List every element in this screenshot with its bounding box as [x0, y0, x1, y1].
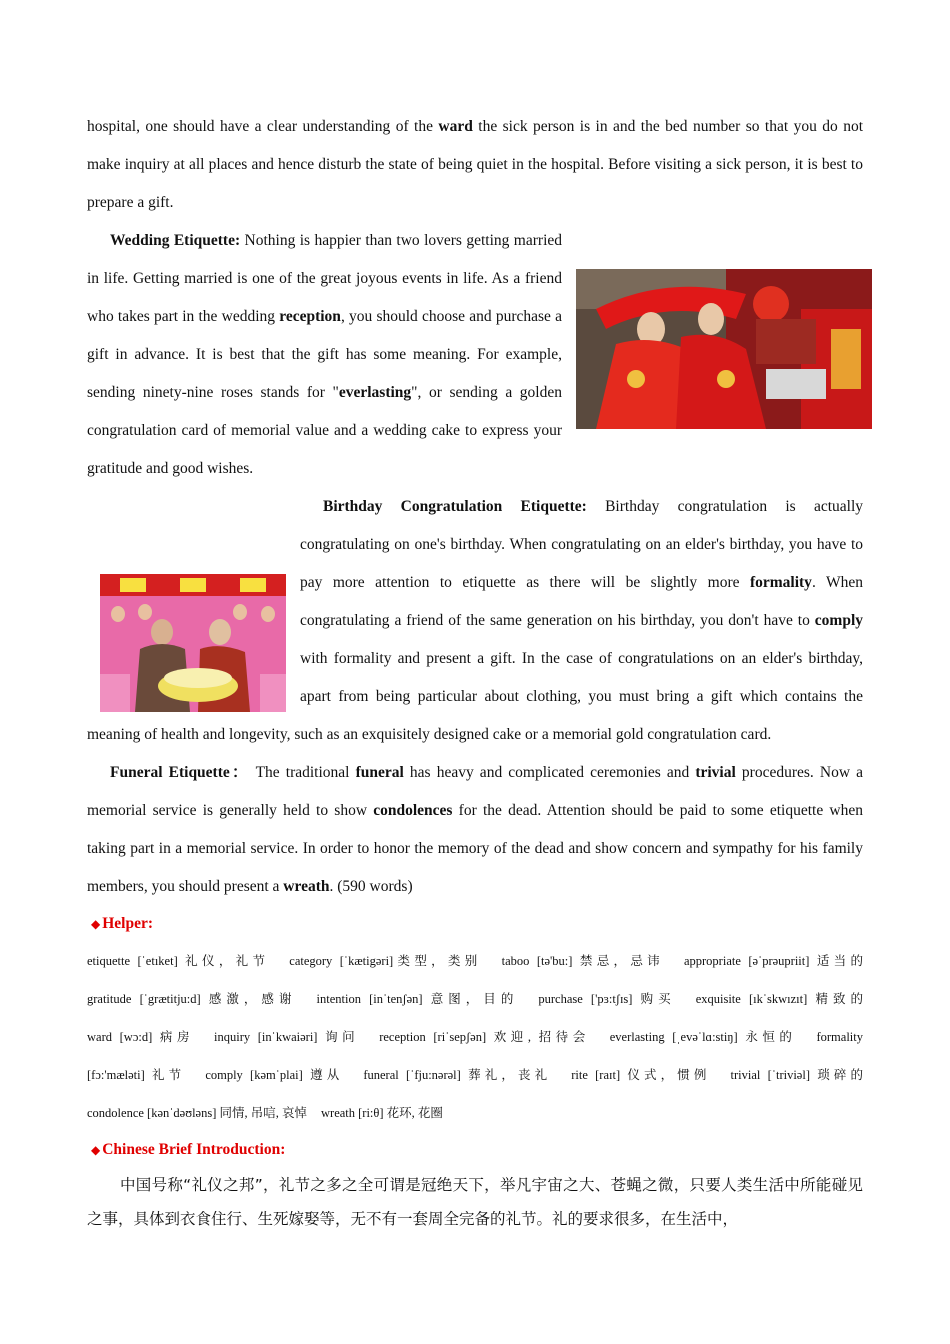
helper-vocab-list	[87, 942, 863, 1132]
vocab-line: ward [wɔ:d] 病房 inquiry [inˈkwaiəri] 询问 reception [riˈsepʃən] 欢迎, 招待会 everlasting [ˌevəˈlɑ:stiŋ] 永恒的 formality	[87, 1030, 863, 1044]
heading-birthday: Birthday Congratulation Etiquette:	[323, 498, 587, 515]
keyword-reception: reception	[279, 308, 341, 325]
paragraph-wedding: Wedding Etiquette: Nothing is happier than two lovers getting married in life. Getting married is one of the great joyous events in life. As a friend who takes part in the wedding reception, you should choose and purchase a gift in advance. It is best that the gift has some meaning. For example, sending ninety-nine roses stands for "everlasting", or sending a golden congratulation card of memorial value and a wedding cake to express your gratitude and good wishes.	[87, 232, 563, 477]
helper-heading: ◆ Helper:	[91, 915, 154, 932]
chinese-intro-text: 中国号称“礼仪之邦”，礼节之多之全可谓是冠绝天下，举凡宇宙之大、苍蝇之微，只要人类生活中所能碰见之事，具体到衣食住行、生死嫁娶等，无不有一套周全完备的礼节。礼的要求很多，在生活中，	[87, 1176, 863, 1228]
keyword-everlasting: everlasting	[338, 384, 412, 401]
vocab-line: [fɔ:'mæləti] 礼节 comply [kəmˈplai] 遵从 funeral [ˈfju:nərəl] 葬礼，丧礼 rite [raɪt] 仪式，惯例 trivial [ˈtriviəl] 琐碎的	[87, 1068, 864, 1082]
keyword-formality: formality	[749, 574, 812, 591]
paragraph-hospital: hospital, one should have a clear understanding of the ward the sick person is in and the bed number so that you do not make inquiry at all places and hence disturb the state of being quiet in the hospital. Before visiting a sick person, it is best to prepare a gift.	[87, 118, 863, 211]
vocab-line: condolence [kənˈdəʊləns] 同情, 吊唁, 哀悼 wreath [ri:θ] 花环, 花圈	[87, 1106, 443, 1120]
keyword-condolences: condolences	[373, 802, 453, 819]
keyword-wreath: wreath	[283, 878, 330, 895]
vocab-line: gratitude [ˈgrætitju:d] 感激，感谢 intention [inˈtenʃən] 意图，目的 purchase ['pɜ:tʃɪs] 购买 exquisite [ıkˈskwızıt] 精致的	[87, 992, 864, 1006]
keyword-ward: ward	[438, 118, 473, 135]
wedding-photo	[576, 269, 872, 429]
heading-funeral: Funeral Etiquette：	[110, 764, 250, 781]
keyword-comply: comply	[814, 612, 863, 629]
document-page	[87, 108, 863, 1236]
paragraph-birthday: Birthday Congratulation Etiquette: Birthday congratulation is actually congratulating on one's birthday. When congratulating on an elder's birthday, you have to pay more attention to etiquette as there will be slightly more formality. When congratulating a friend of the same generation on his birthday, you don't have to comply with formality and present a gift. In the case of congratulations on an elder's birthday, apart from being particular about clothing, you must bring a gift which contains the meaning of health and longevity, such as an exquisitely designed cake or a memorial gold congratulation card.	[87, 498, 864, 743]
chinese-intro-heading: ◆ Chinese Brief Introduction:	[91, 1141, 286, 1158]
diamond-bullet-icon: ◆	[91, 917, 101, 931]
heading-wedding: Wedding Etiquette:	[110, 232, 241, 249]
keyword-funeral: funeral	[355, 764, 404, 781]
vocab-line: etiquette [ˈetıket] 礼仪，礼节 category [ˈkætigəri]类型，类别 taboo [tə'bu:] 禁忌，忌讳 appropriate [əˈprəupriit] 适当的	[87, 954, 863, 968]
keyword-trivial: trivial	[695, 764, 736, 781]
diamond-bullet-icon: ◆	[91, 1143, 101, 1157]
paragraph-funeral: Funeral Etiquette： The traditional funeral has heavy and complicated ceremonies and trivial procedures. Now a memorial service is generally held to show condolences for the dead. Attention should be paid to some etiquette when taking part in a memorial service. In order to honor the memory of the dead and show concern and sympathy for his family members, you should present a wreath. (590 words)	[87, 764, 864, 895]
birthday-photo	[100, 574, 286, 712]
